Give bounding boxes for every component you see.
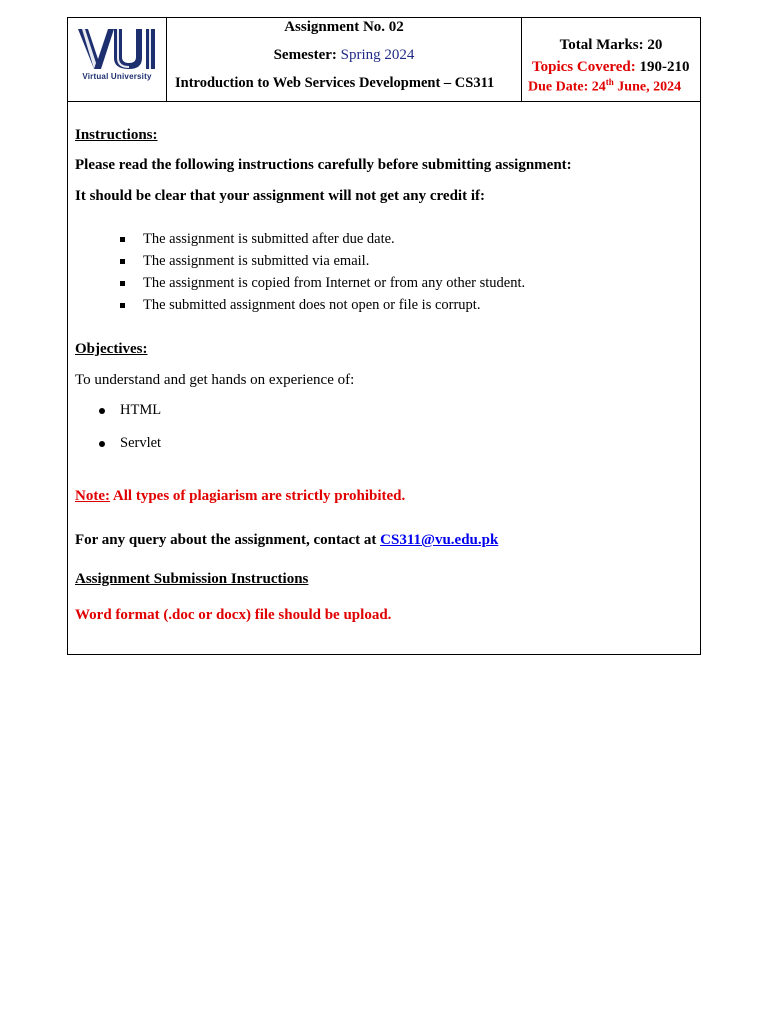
round-bullet-icon: [99, 441, 105, 447]
square-bullet-icon: [120, 281, 125, 286]
submission-text: Word format (.doc or docx) file should be upload.: [75, 607, 392, 623]
marks-cell: [522, 18, 700, 101]
instructions-line-2: It should be clear that your assignment will not get any credit if:: [75, 188, 486, 204]
semester-value: Spring 2024: [340, 47, 415, 63]
objectives-heading: Objectives:: [75, 341, 148, 357]
note-line: [75, 488, 405, 505]
semester-label: Semester:: [273, 47, 337, 63]
topics-label: Topics Covered:: [532, 59, 636, 75]
square-bullet-icon: [120, 303, 125, 308]
round-bullet-icon: [99, 408, 105, 414]
query-line: [75, 532, 498, 549]
due-date: [528, 77, 681, 96]
instruction-item: The assignment is submitted after due date.: [143, 231, 395, 247]
submission-heading: Assignment Submission Instructions: [75, 571, 309, 587]
topics-value: 190-210: [639, 59, 690, 75]
square-bullet-icon: [120, 259, 125, 264]
vu-logo-icon: [74, 25, 160, 73]
square-bullet-icon: [120, 237, 125, 242]
instruction-item: The assignment is submitted via email.: [143, 253, 370, 269]
instruction-item: The submitted assignment does not open or file is corrupt.: [143, 297, 481, 313]
due-label: Due Date: 24: [528, 79, 606, 95]
instructions-heading: Instructions:: [75, 127, 158, 143]
topics-covered: [532, 59, 690, 76]
email-link[interactable]: CS311@vu.edu.pk: [380, 532, 499, 548]
title-cell: [167, 18, 522, 101]
course-title: Introduction to Web Services Development – CS311: [175, 75, 495, 91]
note-label: Note:: [75, 488, 110, 504]
due-rest: June, 2024: [613, 79, 682, 95]
assignment-number: Assignment No. 02: [284, 19, 404, 35]
content-box: [67, 100, 701, 655]
logo-caption: Virtual University: [82, 72, 152, 81]
semester-line: [167, 47, 521, 64]
note-text: All types of plagiarism are strictly prohibited.: [109, 488, 406, 504]
instructions-line-1: Please read the following instructions carefully before submitting assignment:: [75, 157, 572, 173]
objectives-intro: To understand and get hands on experience of:: [75, 372, 355, 388]
instruction-item: The assignment is copied from Internet or from any other student.: [143, 275, 526, 291]
total-marks: Total Marks: 20: [559, 37, 663, 53]
objective-item: HTML: [120, 402, 162, 418]
header-table: [67, 17, 701, 102]
due-sup: th: [605, 77, 614, 87]
logo-cell: [68, 18, 167, 101]
objective-item: Servlet: [120, 435, 162, 451]
query-text: For any query about the assignment, contact at: [75, 532, 381, 548]
